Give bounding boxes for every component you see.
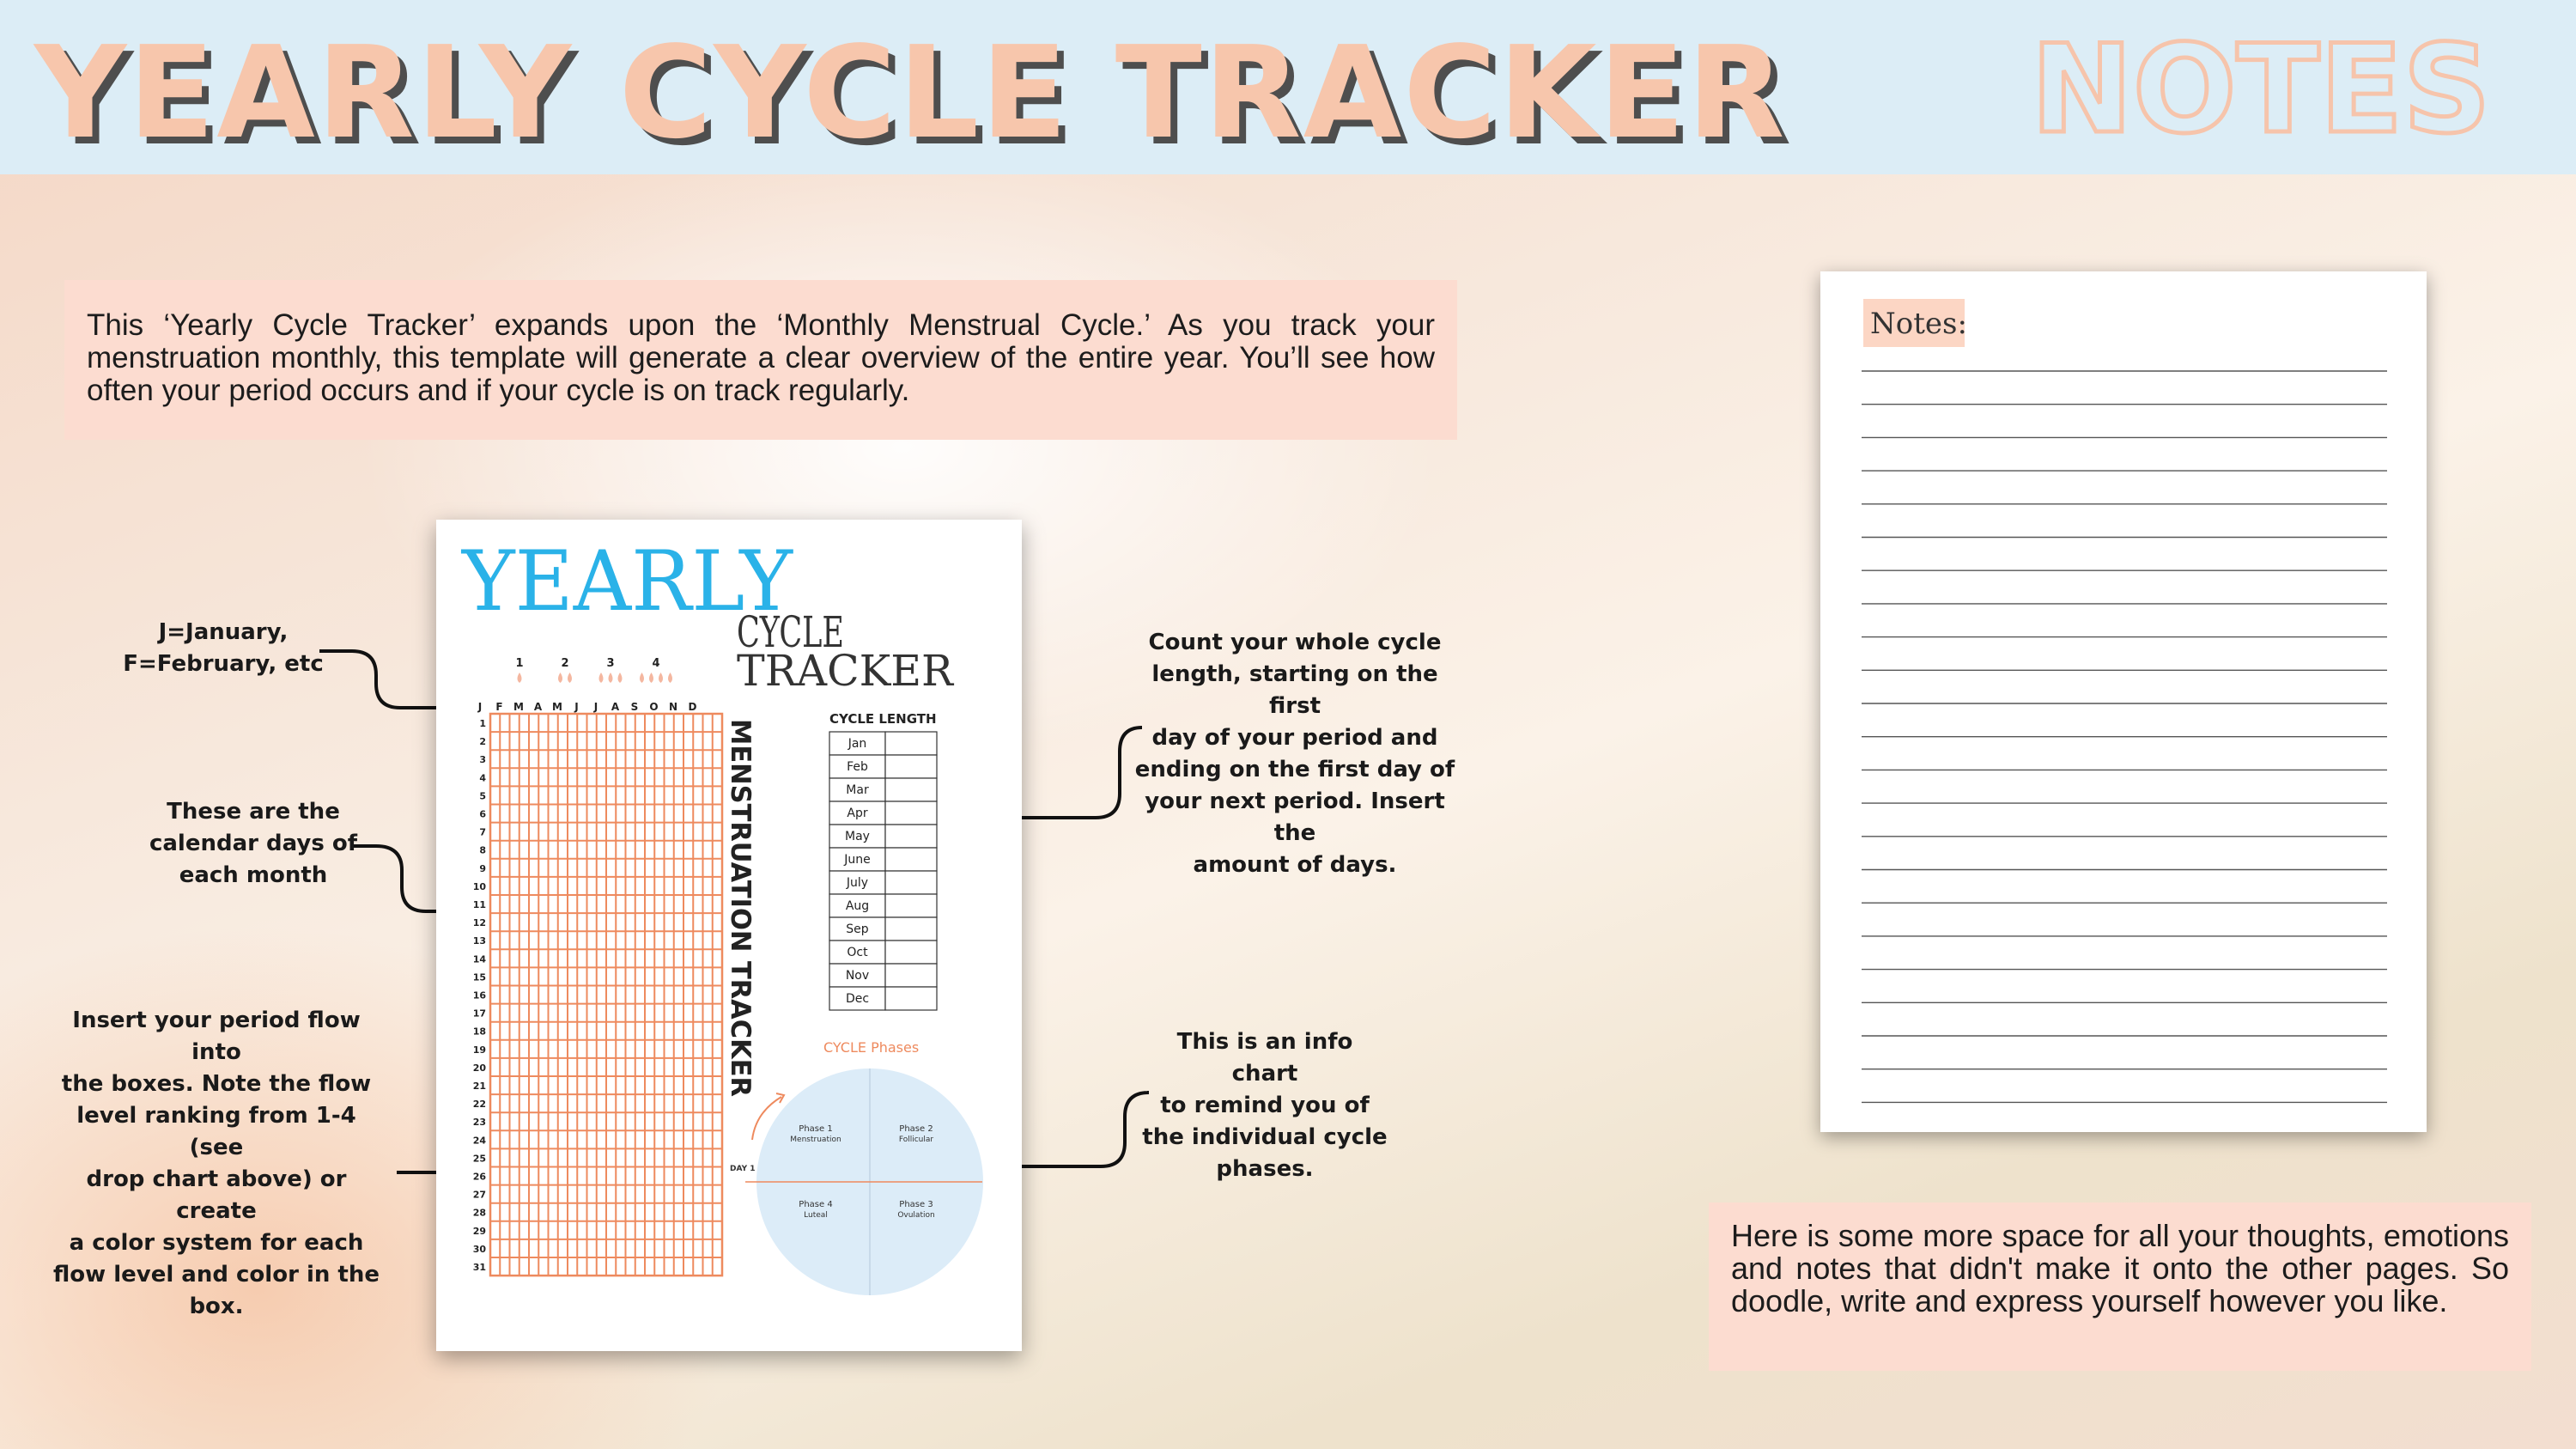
month-letters	[477, 701, 697, 713]
day-number: 14	[472, 953, 486, 965]
day-number: 29	[472, 1225, 486, 1237]
drop-icon	[518, 673, 522, 683]
preview-title-tracker: TRACKER	[737, 646, 955, 696]
cycle-month-label: Nov	[845, 969, 870, 983]
cycle-month-label: Sep	[846, 922, 869, 936]
cycle-days-cell	[885, 871, 937, 894]
notes-heading: NOTES	[2031, 19, 2491, 161]
day-number: 12	[472, 917, 486, 929]
day-number: 31	[472, 1262, 486, 1273]
day-number: 30	[472, 1243, 486, 1255]
notes-page-preview	[1820, 271, 2427, 1132]
day-number: 21	[472, 1081, 486, 1092]
cycle-month-label: Jan	[848, 737, 867, 751]
phase-2-desc: Follicular	[898, 1135, 934, 1144]
month-letter: J	[477, 701, 483, 713]
day-number: 22	[472, 1099, 486, 1111]
annotation-line: level ranking from 1-4 (see	[76, 1103, 356, 1160]
flow-level-number: 4	[652, 657, 660, 670]
day-number: 13	[472, 935, 486, 947]
preview-title-big: YEARLY	[460, 533, 794, 630]
month-letter: A	[533, 701, 543, 713]
day-number: 23	[472, 1117, 486, 1129]
flow-level-number: 3	[606, 657, 615, 670]
tracker-preview-page	[436, 520, 1022, 1351]
day-number: 6	[479, 808, 486, 820]
phase-4-desc: Luteal	[804, 1211, 828, 1220]
phase-4-name: Phase 4	[799, 1200, 833, 1209]
day-number: 10	[472, 880, 486, 892]
day-numbers	[473, 718, 487, 1273]
annotation-line: day of your period and	[1151, 725, 1438, 751]
annotation-line: the boxes. Note the flow	[61, 1071, 372, 1097]
cycle-length-title: CYCLE LENGTH	[829, 711, 937, 727]
month-letter: S	[630, 701, 639, 713]
annotation-line: calendar days of	[149, 831, 358, 856]
day-number: 17	[472, 1008, 486, 1020]
day-number: 15	[472, 971, 486, 983]
cycle-days-cell	[885, 732, 937, 755]
cycle-days-cell	[885, 778, 937, 801]
tracker-preview-svg	[436, 520, 1022, 1351]
month-letter: M	[552, 701, 562, 713]
cycle-month-label: Dec	[845, 992, 870, 1006]
notes-label: Notes:	[1870, 307, 1967, 341]
drop-icon	[640, 673, 644, 683]
month-letter: O	[649, 701, 659, 713]
day-number: 20	[472, 1062, 486, 1074]
cycle-days-cell	[885, 987, 937, 1010]
cycle-days-cell	[885, 917, 937, 941]
annotation-line: Count your whole cycle	[1148, 630, 1442, 655]
cycle-month-label: Apr	[847, 807, 868, 820]
cycle-month-label: Feb	[847, 760, 868, 774]
drop-icon	[599, 673, 604, 683]
cycle-month-label: May	[845, 830, 870, 843]
month-letter: M	[513, 701, 524, 713]
day-number: 1	[479, 718, 486, 729]
cycle-days-cell	[885, 825, 937, 848]
month-letter: A	[611, 701, 620, 713]
page-title: YEARLY CYCLE TRACKER	[34, 19, 1787, 167]
day-number: 26	[472, 1171, 486, 1183]
menstruation-tracker-label: MENSTRUATION TRACKER	[725, 719, 756, 1104]
month-letter: J	[574, 701, 579, 713]
flow-levels-key	[515, 657, 672, 683]
notes-description: Here is some more space for all your thoughts, emotions and notes that didn't make it onto the other pages. So doodle, write and express yourself however you like.	[1709, 1202, 2531, 1371]
phase-3-name: Phase 3	[899, 1200, 933, 1209]
annotation-line: each month	[179, 862, 328, 888]
day-number: 25	[472, 1153, 486, 1165]
day-number: 3	[479, 754, 486, 766]
cycle-days-cell	[885, 755, 937, 778]
day-number: 4	[479, 772, 486, 784]
day-one-label: DAY 1	[730, 1165, 756, 1173]
day-number: 2	[479, 736, 486, 748]
drop-icon	[659, 673, 663, 683]
cycle-days-cell	[885, 894, 937, 917]
phase-3-desc: Ovulation	[897, 1211, 935, 1220]
annotation-line: the individual cycle	[1142, 1124, 1388, 1150]
annotation-line: F=February, etc	[123, 651, 324, 677]
annotation-line: drop chart above) or create	[86, 1166, 347, 1224]
day-number: 11	[472, 899, 486, 910]
cycle-phases-title: CYCLE Phases	[823, 1039, 920, 1056]
cycle-days-cell	[885, 848, 937, 871]
drop-icon	[649, 673, 653, 683]
annotation-line: Insert your period flow into	[72, 1008, 361, 1065]
day-number: 28	[472, 1207, 486, 1219]
day-number: 24	[472, 1135, 486, 1147]
annotation-line: to remind you of	[1160, 1093, 1370, 1118]
cycle-days-cell	[885, 964, 937, 987]
notes-lines	[1862, 371, 2387, 1102]
month-letter: D	[688, 701, 697, 713]
month-letter: J	[593, 701, 598, 713]
cycle-days-cell	[885, 941, 937, 964]
phase-1-name: Phase 1	[799, 1124, 833, 1134]
day-number: 9	[479, 862, 486, 874]
day-number: 19	[472, 1044, 486, 1056]
flow-grid	[490, 714, 722, 1275]
cycle-month-label: Aug	[845, 899, 870, 913]
day-number: 8	[479, 844, 486, 856]
flow-level-number: 2	[561, 657, 569, 670]
cycle-month-label: Oct	[847, 946, 868, 959]
annotation-line: phases.	[1216, 1156, 1314, 1182]
annotation-line: your next period. Insert the	[1145, 788, 1445, 846]
annotation-line: flow level and color in the	[53, 1262, 380, 1288]
day-number: 5	[479, 790, 486, 802]
drop-icon	[568, 673, 572, 683]
drop-icon	[609, 673, 613, 683]
day-number: 7	[479, 826, 486, 838]
phase-1-desc: Menstruation	[790, 1135, 841, 1144]
drop-icon	[668, 673, 672, 683]
drop-icon	[618, 673, 623, 683]
annotation-line: These are the	[167, 799, 340, 825]
annotation-line: J=January,	[158, 619, 289, 645]
month-letter: N	[668, 701, 678, 713]
phase-2-name: Phase 2	[899, 1124, 933, 1134]
day-number: 18	[472, 1026, 486, 1038]
month-letter: F	[495, 701, 503, 713]
annotation-line: length, starting on the first	[1151, 661, 1438, 719]
day-number: 27	[472, 1189, 486, 1201]
day-number: 16	[472, 989, 486, 1002]
notes-page-svg	[1820, 271, 2427, 1132]
preview-title-cycle: CYCLE	[737, 607, 844, 657]
cycle-length-table	[829, 732, 937, 1010]
cycle-month-label: Mar	[846, 783, 869, 797]
annotation-line: box.	[189, 1294, 244, 1319]
annotation-line: amount of days.	[1193, 852, 1397, 878]
flow-level-number: 1	[515, 657, 524, 670]
annotation-line: This is an info chart	[1176, 1029, 1353, 1087]
annotation-line: ending on the first day of	[1134, 757, 1455, 782]
drop-icon	[558, 673, 562, 683]
cycle-month-label: July	[846, 876, 869, 890]
annotation-line: a color system for each	[69, 1230, 364, 1256]
cycle-month-label: June	[844, 853, 871, 867]
intro-description: This ‘Yearly Cycle Tracker’ expands upon the ‘Monthly Menstrual Cycle.’ As you track your menstruation monthly, this template will generate a clear overview of the entire year. You’ll see how often your period occurs and if your cycle is on track regularly.	[64, 280, 1457, 440]
cycle-days-cell	[885, 801, 937, 825]
